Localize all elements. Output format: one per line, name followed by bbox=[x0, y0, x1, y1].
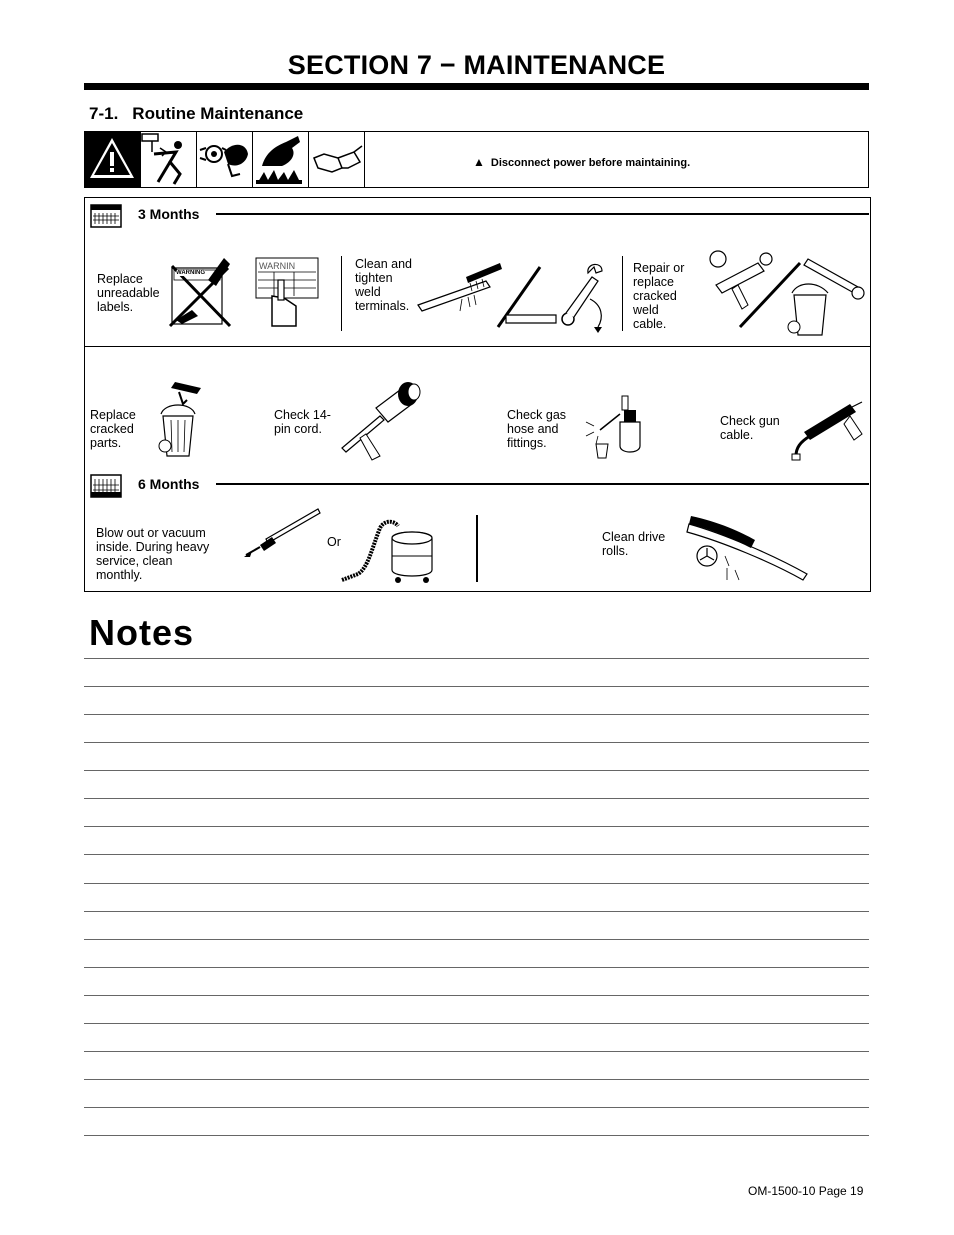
replace-parts-text: Replace cracked parts. bbox=[90, 408, 136, 450]
blow-out-text: Blow out or vacuum inside. During heavy service, clean monthly. bbox=[96, 526, 210, 582]
check-gun-cable-text: Check gun cable. bbox=[720, 414, 780, 442]
repair-cable-illustration bbox=[708, 245, 868, 335]
check-cord-illustration bbox=[340, 378, 430, 458]
note-line bbox=[84, 826, 869, 827]
note-line bbox=[84, 1079, 869, 1080]
calendar-icon bbox=[91, 205, 121, 227]
repair-cable-text: Repair or replace cracked weld cable. bbox=[633, 261, 685, 331]
new-warning-label-text: WARNIN bbox=[259, 261, 296, 271]
check-gas-hose-illustration bbox=[582, 392, 652, 462]
note-line bbox=[84, 742, 869, 743]
moving-parts-icon bbox=[196, 132, 253, 187]
subsection-label: Routine Maintenance bbox=[132, 104, 304, 123]
note-line bbox=[84, 854, 869, 855]
replace-labels-text: Replace unreadable labels. bbox=[97, 272, 160, 314]
note-line bbox=[84, 770, 869, 771]
section-title: SECTION 7 − MAINTENANCE bbox=[287, 50, 666, 80]
subsection-title bbox=[89, 104, 303, 124]
replace-label-illustration bbox=[168, 258, 243, 328]
warning-message: Disconnect power before maintaining. bbox=[490, 157, 691, 169]
divider-3 bbox=[476, 515, 478, 582]
electric-shock-icon bbox=[140, 132, 197, 187]
note-line bbox=[84, 714, 869, 715]
hot-parts-icon bbox=[252, 132, 309, 187]
three-months-rule bbox=[216, 213, 869, 215]
subsection-number: 7-1. bbox=[89, 104, 119, 123]
check-cord-text: Check 14-pin cord. bbox=[274, 408, 331, 436]
six-months-rule bbox=[216, 483, 869, 485]
six-months-label: 6 Months bbox=[138, 476, 200, 492]
check-gas-hose-text: Check gas hose and fittings. bbox=[507, 408, 567, 450]
notes-title: Notes bbox=[89, 612, 195, 653]
note-line bbox=[84, 883, 869, 884]
note-line bbox=[84, 967, 869, 968]
warning-text bbox=[473, 155, 690, 169]
replace-parts-illustration bbox=[155, 380, 205, 460]
divider-1 bbox=[341, 256, 342, 331]
page-footer: OM-1500-10 Page 19 bbox=[748, 1184, 864, 1198]
section-rule bbox=[84, 83, 869, 90]
air-nozzle-illustration bbox=[242, 505, 322, 565]
schedule-divider bbox=[84, 346, 870, 347]
note-line bbox=[84, 995, 869, 996]
clean-terminals-text: Clean and tighten weld terminals. bbox=[355, 257, 412, 313]
warning-triangle-icon: ▲ bbox=[473, 155, 485, 169]
three-months-label: 3 Months bbox=[138, 206, 200, 222]
clean-terminals-illustration bbox=[416, 255, 606, 335]
divider-2 bbox=[622, 256, 623, 331]
note-line bbox=[84, 911, 869, 912]
hazard-exclamation-icon bbox=[85, 132, 141, 187]
clean-drive-rolls-text: Clean drive rolls. bbox=[602, 530, 666, 558]
vacuum-illustration bbox=[338, 518, 448, 588]
note-line bbox=[84, 658, 869, 659]
or-text: Or bbox=[327, 535, 341, 549]
note-line bbox=[84, 939, 869, 940]
check-gun-cable-illustration bbox=[790, 396, 870, 466]
note-line bbox=[84, 1051, 869, 1052]
calendar-icon-six-months bbox=[91, 475, 121, 497]
clean-drive-rolls-illustration bbox=[685, 510, 810, 585]
note-line bbox=[84, 1135, 869, 1136]
note-line bbox=[84, 798, 869, 799]
note-line bbox=[84, 1023, 869, 1024]
note-line bbox=[84, 1107, 869, 1108]
safety-glasses-icon bbox=[308, 132, 365, 187]
old-warning-label-text: WARNING bbox=[176, 270, 205, 276]
note-line bbox=[84, 686, 869, 687]
